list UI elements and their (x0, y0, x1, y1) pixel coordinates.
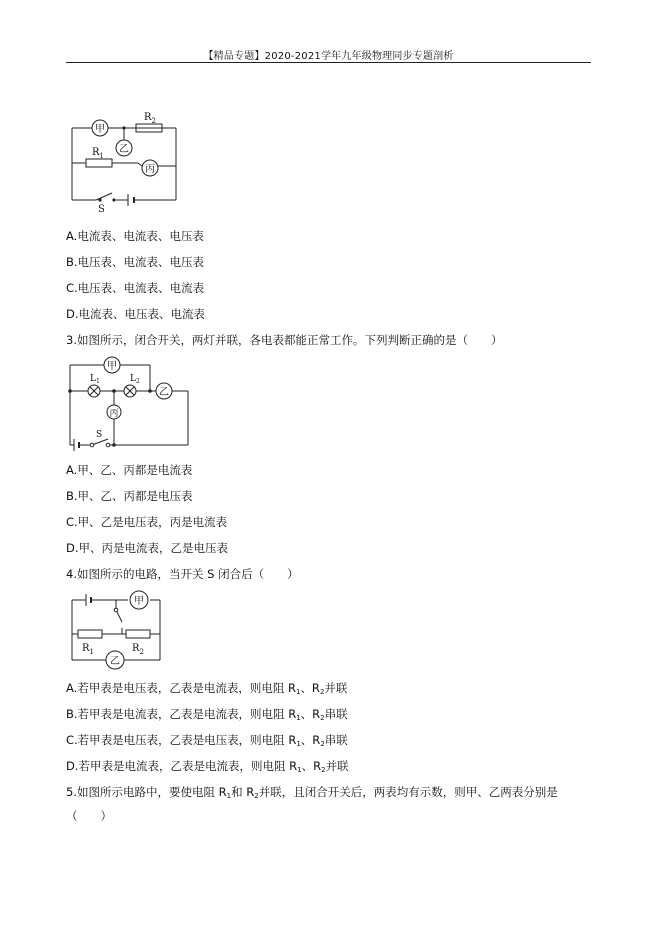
q2-option-a: A.电流表、电流表、电压表 (66, 229, 204, 243)
q4-stem: 4.如图所示的电路，当开关 S 闭合后（ ） (66, 567, 299, 581)
q3-switch-label: S (96, 430, 103, 440)
q3-stem: 3.如图所示，闭合开关，两灯并联，各电表都能正常工作。下列判断正确的是（ ） (66, 333, 503, 347)
q4-r1-label: $R_1$ (82, 643, 94, 656)
q4-option-d: D.若甲表是电流表，乙表是电流表，则电阻 $R_1$、$R_2$并联 (66, 759, 349, 774)
q4-meter-jia-label: 甲 (134, 596, 144, 607)
q2-option-b: B.电压表、电流表、电压表 (66, 255, 205, 269)
q4-circuit-diagram (66, 588, 166, 670)
q4-r2-label: $R_2$ (132, 643, 144, 656)
q3-l1-label: $L_1$ (90, 374, 100, 385)
q2-meter-jia-label: 甲 (95, 124, 105, 135)
q4-meter-yi-label: 乙 (110, 656, 120, 667)
q3-l2-label: $L_2$ (130, 374, 140, 385)
q5-stem: 5.如图所示电路中，要使电阻 $R_1$和 $R_2$并联，且闭合开关后，两表均有示数，则甲、乙两表分别是 (66, 785, 558, 800)
q2-option-d: D.电流表、电压表、电流表 (66, 307, 206, 321)
q3-circuit-diagram (66, 353, 192, 453)
q3-meter-jia-label: 甲 (107, 361, 117, 372)
page-header: 【精品专题】2020-2021学年九年级物理同步专题剖析 (203, 51, 454, 62)
q3-meter-yi-label: 乙 (159, 387, 169, 398)
q2-option-c: C.电压表、电流表、电流表 (66, 281, 205, 295)
q3-option-b: B.甲、乙、丙都是电压表 (66, 489, 193, 503)
q4-option-b: B.若甲表是电流表，乙表是电流表，则电阻 $R_1$、$R_2$串联 (66, 707, 348, 722)
header-divider (66, 62, 591, 63)
q3-option-c: C.甲、乙是电压表，丙是电流表 (66, 515, 228, 529)
q3-meter-bing-label: 丙 (109, 409, 119, 419)
q2-r1-label: $R_1$ (92, 147, 104, 160)
q5-stem-continued: （ ） (66, 809, 112, 823)
q2-r2-label: $R_2$ (144, 112, 156, 125)
q2-meter-bing-label: 丙 (145, 164, 155, 175)
q3-option-a: A.甲、乙、丙都是电流表 (66, 463, 193, 477)
q4-option-a: A.若甲表是电压表，乙表是电流表，则电阻 $R_1$、$R_2$并联 (66, 681, 348, 696)
q2-circuit-diagram (66, 108, 186, 216)
q4-option-c: C.若甲表是电压表，乙表是电压表，则电阻 $R_1$、$R_2$串联 (66, 733, 348, 748)
q2-switch-label: S (98, 204, 105, 215)
q2-meter-yi-label: 乙 (119, 144, 129, 155)
q3-option-d: D.甲、丙是电流表，乙是电压表 (66, 541, 229, 555)
